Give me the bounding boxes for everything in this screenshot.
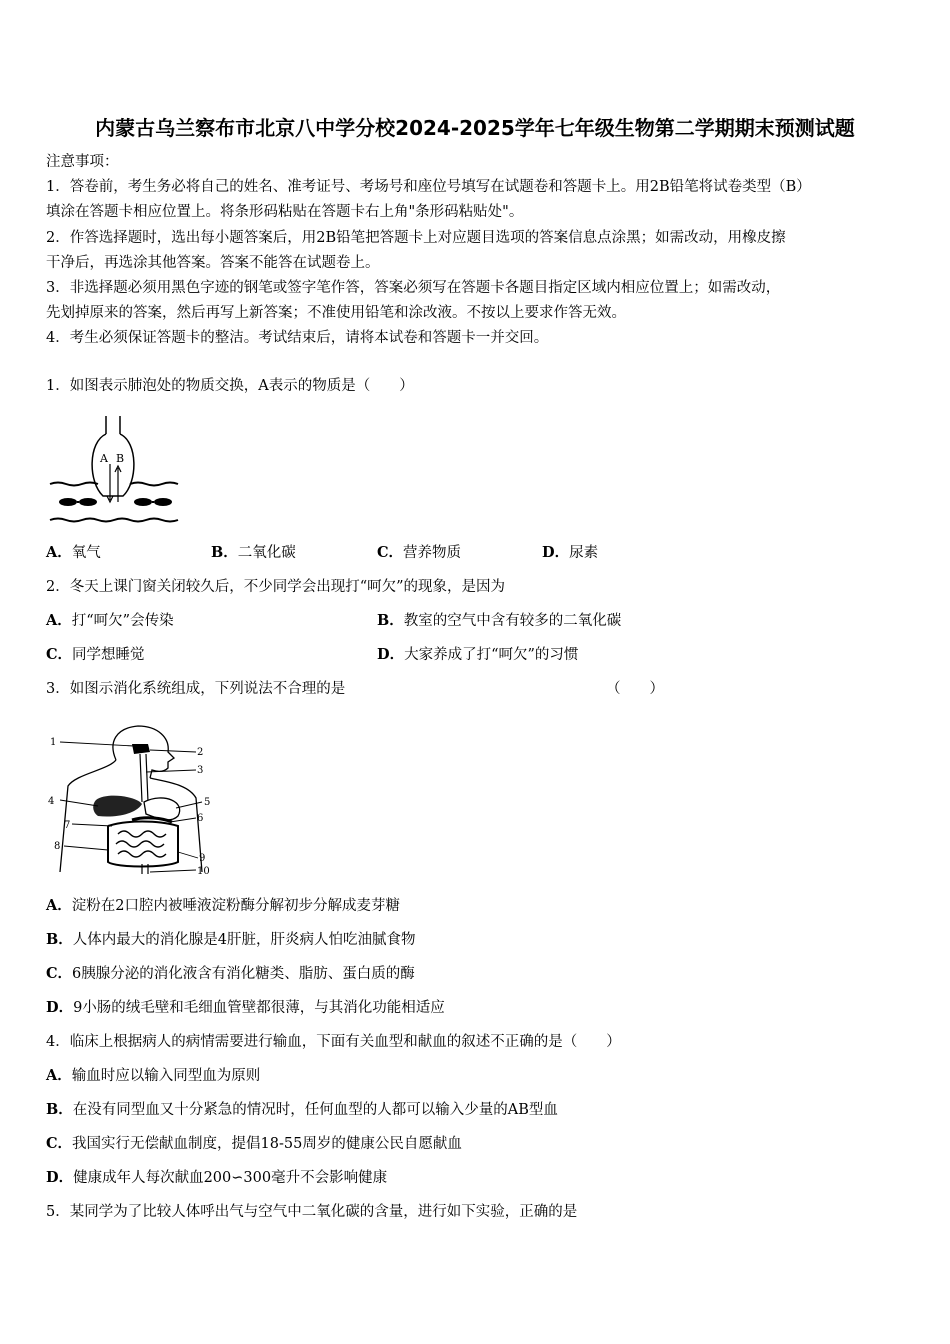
- option-letter: A．: [46, 897, 72, 914]
- option-text: 在没有同型血又十分紧急的情况时，任何血型的人都可以输入少量的AB型血: [72, 1102, 558, 1118]
- fig-label-1: 1: [50, 737, 57, 748]
- q2-option-b[interactable]: [377, 611, 621, 631]
- fig-label-10: 10: [197, 866, 210, 877]
- q3-option-d[interactable]: [46, 998, 445, 1018]
- notice-line: 先划掉原来的答案，然后再写上新答案；不准使用铅笔和涂改液。不按以上要求作答无效。: [46, 305, 626, 321]
- q4-option-d[interactable]: [46, 1168, 387, 1188]
- q4-option-c[interactable]: [46, 1134, 462, 1154]
- option-text: 教室的空气中含有较多的二氧化碳: [403, 613, 622, 629]
- option-text: 输血时应以输入同型血为原则: [71, 1068, 261, 1084]
- option-letter: D．: [46, 1169, 74, 1186]
- q2-option-c[interactable]: [46, 645, 145, 665]
- option-letter: D．: [542, 544, 570, 561]
- option-text: 营养物质: [403, 545, 462, 561]
- notice-line: 填涂在答题卡相应位置上。将条形码粘贴在答题卡右上角"条形码粘贴处"。: [46, 204, 524, 220]
- q2-option-d[interactable]: [377, 645, 578, 665]
- q3-option-a[interactable]: [46, 896, 400, 916]
- option-text: 我国实行无偿献血制度，提倡18-55周岁的健康公民自愿献血: [72, 1136, 462, 1152]
- fig-label-5: 5: [204, 797, 211, 808]
- option-letter: A．: [46, 544, 72, 561]
- option-letter: D．: [46, 999, 74, 1016]
- question-4-stem: 4．临床上根据病人的病情需要进行输血，下面有关血型和献血的叙述不正确的是（ ）: [46, 1034, 621, 1050]
- option-text: 6胰腺分泌的消化液含有消化糖类、脂肪、蛋白质的酶: [72, 966, 415, 982]
- notice-line: 4．考生必须保证答题卡的整洁。考试结束后，请将本试卷和答题卡一并交回。: [46, 330, 549, 346]
- option-letter: C．: [46, 1135, 73, 1152]
- option-letter: C．: [46, 646, 73, 663]
- fig-label-4: 4: [48, 796, 55, 807]
- option-letter: C．: [46, 965, 73, 982]
- option-text: 大家养成了打“呵欠”的习惯: [404, 647, 579, 663]
- question-3-stem: 3．如图示消化系统组成，下列说法不合理的是: [46, 681, 346, 697]
- option-letter: C．: [377, 544, 404, 561]
- fig-label-3: 3: [197, 765, 204, 776]
- q4-option-b[interactable]: [46, 1100, 558, 1120]
- q3-option-b[interactable]: [46, 930, 416, 950]
- digestive-system-figure: [46, 722, 221, 880]
- q2-option-a[interactable]: [46, 611, 174, 631]
- option-letter: D．: [377, 646, 405, 663]
- fig-label-a: A: [100, 452, 108, 465]
- option-text: 健康成年人每次献血200∽300毫升不会影响健康: [73, 1170, 388, 1186]
- option-text: 人体内最大的消化腺是4肝脏，肝炎病人怕吃油腻食物: [72, 932, 416, 948]
- option-text: 打“呵欠”会传染: [71, 613, 174, 629]
- question-1-stem: 1．如图表示肺泡处的物质交换，A表示的物质是（ ）: [46, 378, 414, 394]
- question-2-stem: 2．冬天上课门窗关闭较久后，不少同学会出现打“呵欠”的现象，是因为: [46, 579, 506, 595]
- option-text: 9小肠的绒毛壁和毛细血管壁都很薄，与其消化功能相适应: [73, 1000, 445, 1016]
- q3-option-c[interactable]: [46, 964, 415, 984]
- fig-label-7: 7: [64, 820, 71, 831]
- option-text: 尿素: [569, 545, 599, 561]
- alveolus-figure: [48, 412, 183, 527]
- option-text: 氧气: [71, 545, 101, 561]
- q1-option-b[interactable]: [211, 543, 296, 563]
- notice-line: 2．作答选择题时，选出每小题答案后，用2B铅笔把答题卡上对应题目选项的答案信息点涂黑；如需改动，用橡皮擦: [46, 230, 786, 246]
- fig-label-9: 9: [199, 853, 206, 864]
- answer-paren: （ ）: [606, 681, 664, 697]
- page-title: 内蒙古乌兰察布市北京八中学分校2024-2025学年七年级生物第二学期期末预测试题: [95, 116, 855, 140]
- fig-label-6: 6: [197, 813, 204, 824]
- option-letter: A．: [46, 1067, 72, 1084]
- fig-label-2: 2: [197, 747, 204, 758]
- fig-label-8: 8: [54, 841, 61, 852]
- option-text: 同学想睡觉: [72, 647, 145, 663]
- notice-line: 干净后，再选涂其他答案。答案不能答在试题卷上。: [46, 255, 380, 271]
- q4-option-a[interactable]: [46, 1066, 260, 1086]
- option-letter: B．: [211, 544, 238, 561]
- q1-option-a[interactable]: [46, 543, 101, 563]
- option-letter: B．: [46, 931, 73, 948]
- option-text: 二氧化碳: [237, 545, 296, 561]
- option-text: 淀粉在2口腔内被唾液淀粉酶分解初步分解成麦芽糖: [71, 898, 400, 914]
- option-letter: B．: [377, 612, 404, 629]
- question-5-stem: 5．某同学为了比较人体呼出气与空气中二氧化碳的含量，进行如下实验，正确的是: [46, 1204, 578, 1220]
- notice-line: 3．非选择题必须用黑色字迹的钢笔或签字笔作答，答案必须写在答题卡各题目指定区域内相应位置上；如需改动，: [46, 280, 781, 296]
- option-letter: B．: [46, 1101, 73, 1118]
- notice-line: 1．答卷前，考生务必将自己的姓名、准考证号、考场号和座位号填写在试题卷和答题卡上。用2B铅笔将试卷类型（B）: [46, 179, 811, 195]
- fig-label-b: B: [116, 452, 125, 465]
- q1-option-c[interactable]: [377, 543, 461, 563]
- notice-heading: 注意事项：: [46, 154, 119, 170]
- q1-option-d[interactable]: [542, 543, 598, 563]
- option-letter: A．: [46, 612, 72, 629]
